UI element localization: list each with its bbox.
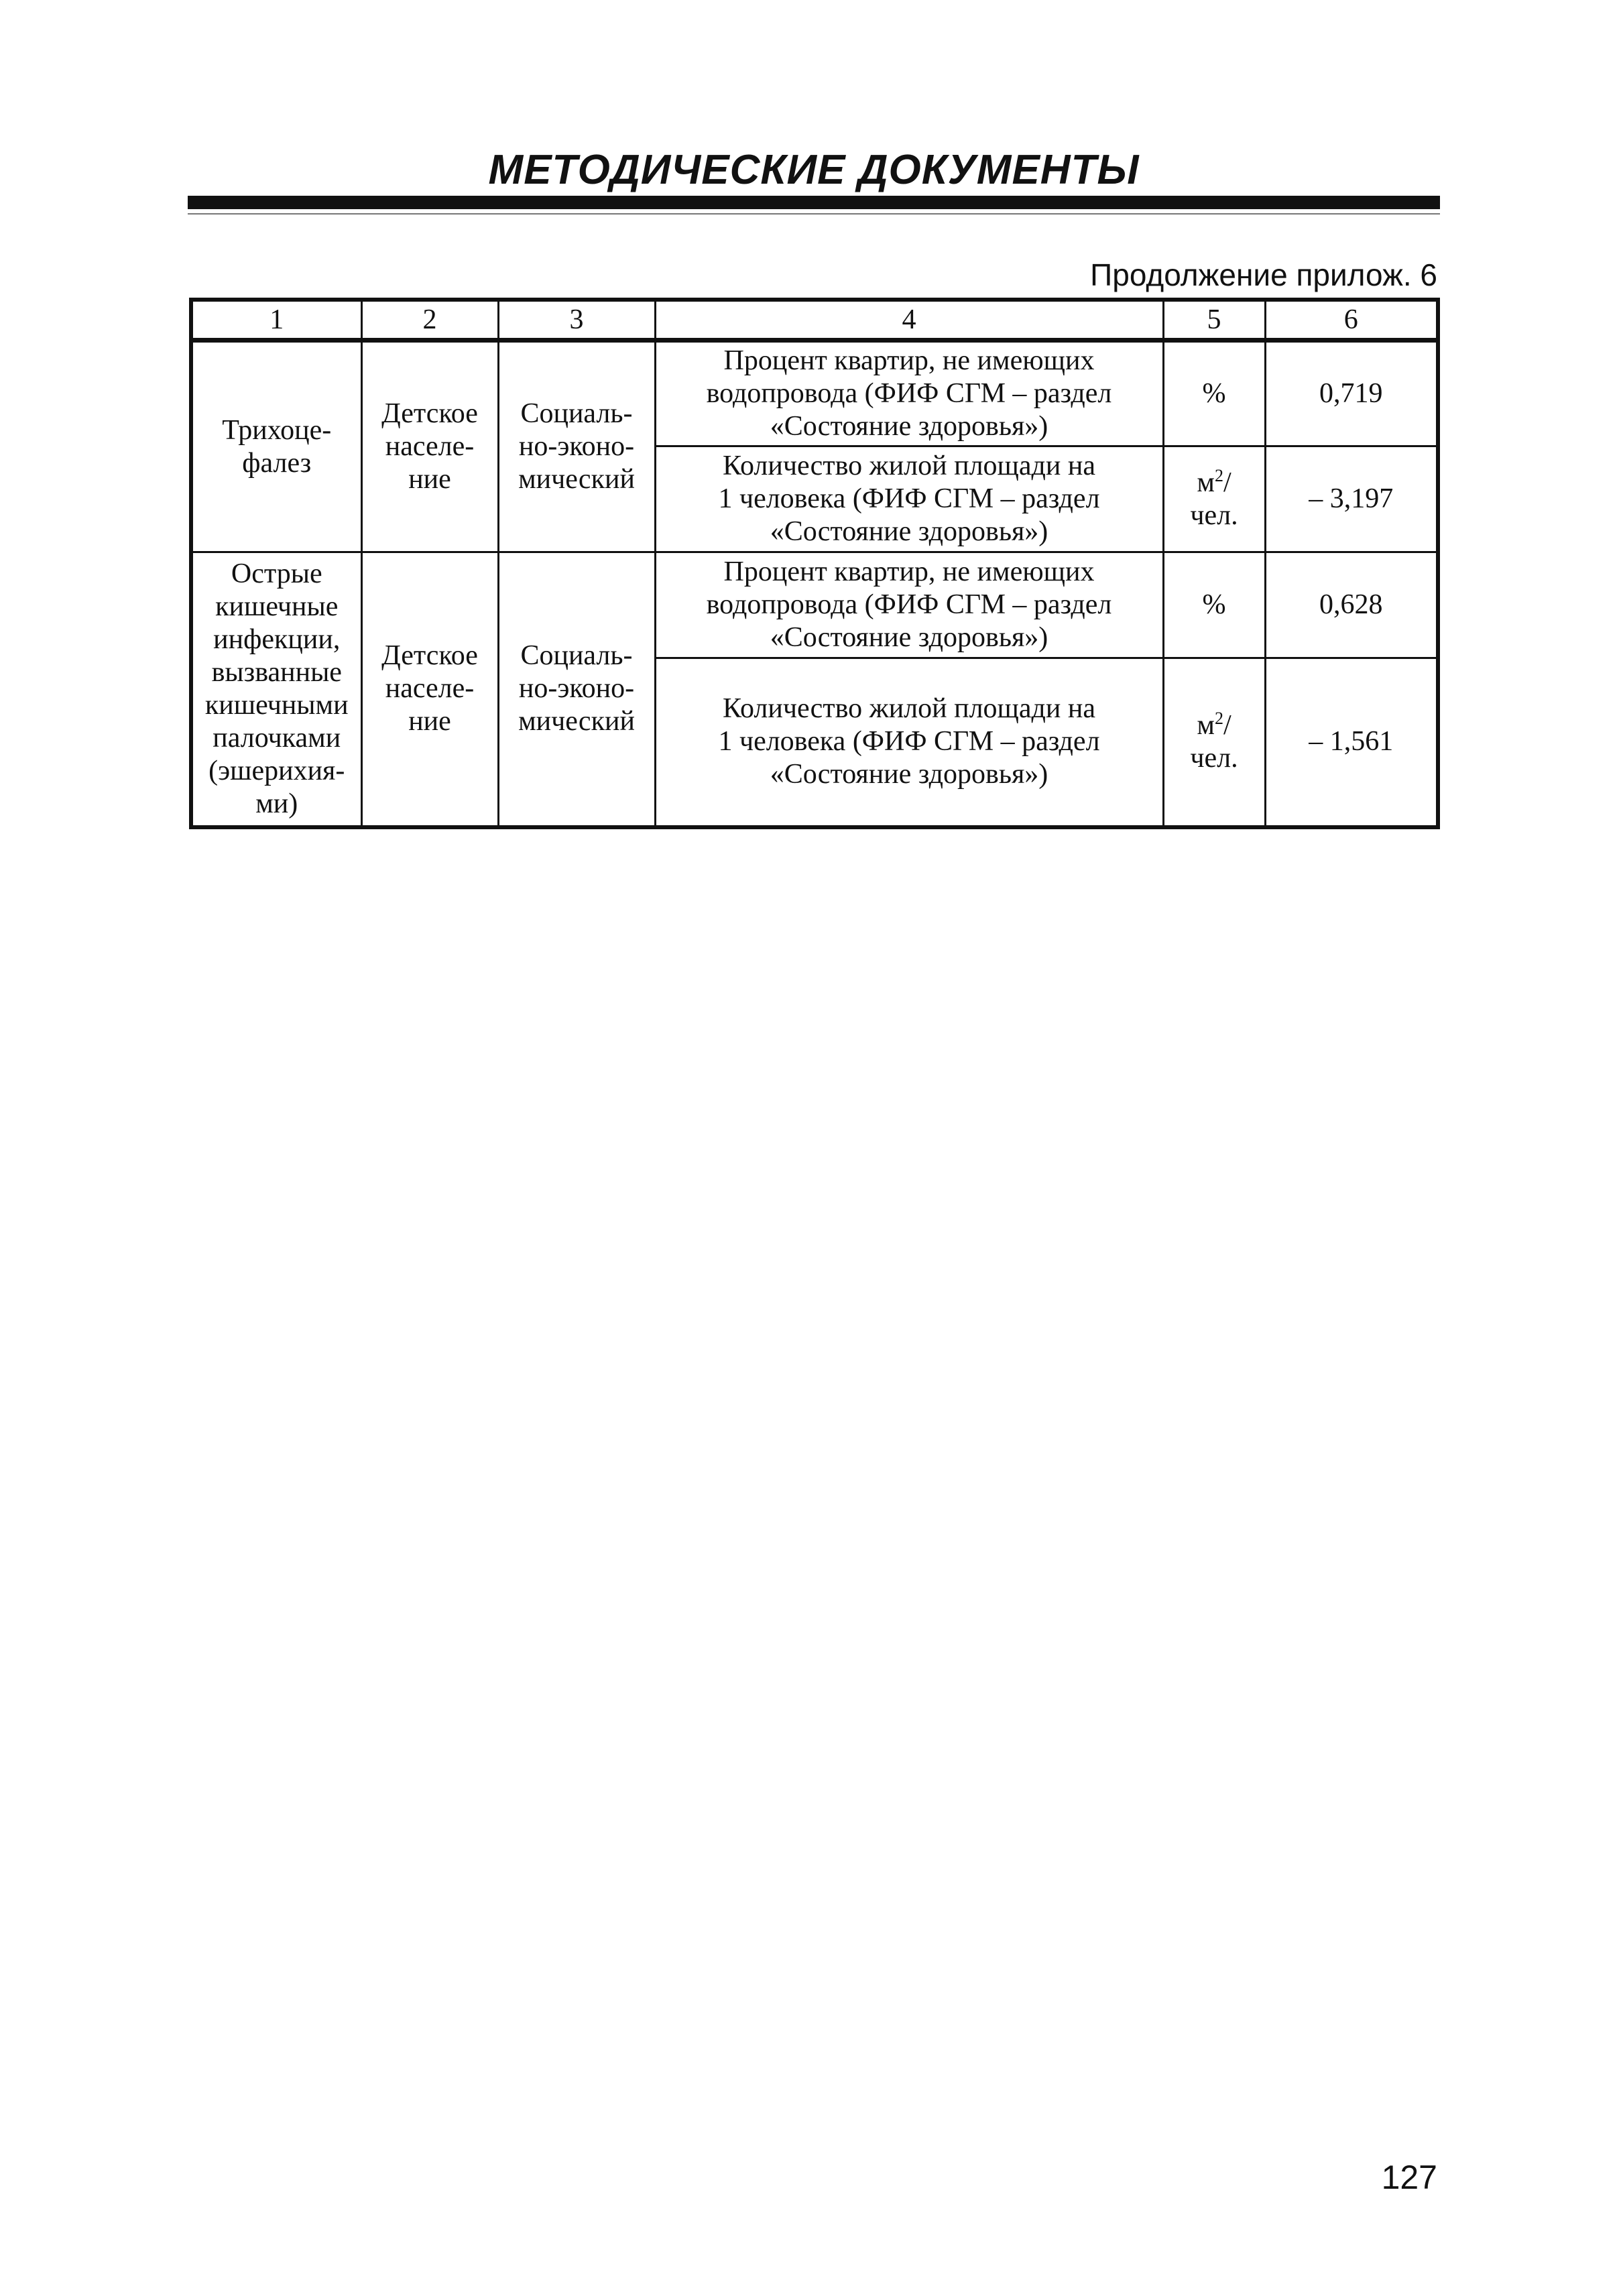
indicator-cell: Процент квартир, не имеющих водопровода (ФИФ СГМ – раздел «Состояние здоровья») (655, 341, 1163, 446)
unit-superscript: 2 (1214, 465, 1223, 485)
column-number: 4 (655, 300, 1163, 341)
value-cell: 0,628 (1265, 552, 1438, 658)
column-number: 2 (361, 300, 498, 341)
header-rule (188, 196, 1440, 209)
column-number: 3 (498, 300, 655, 341)
unit-cell (1163, 446, 1265, 552)
value-cell: – 1,561 (1265, 658, 1438, 827)
unit-cell (1163, 341, 1265, 446)
unit-superscript: 2 (1214, 708, 1223, 728)
column-number: 5 (1163, 300, 1265, 341)
unit-cell (1163, 658, 1265, 827)
table-row (191, 341, 1438, 446)
continuation-label: Продолжение прилож. 6 (1090, 257, 1437, 292)
running-head: МЕТОДИЧЕСКИЕ ДОКУМЕНТЫ (488, 147, 1140, 193)
disease-cell: Трихоце- фалез (191, 341, 361, 552)
population-cell: Детское населе- ние (361, 552, 498, 827)
column-number: 1 (191, 300, 361, 341)
unit-cell (1163, 552, 1265, 658)
disease-cell: Острые кишечные инфекции, вызванные кишечными палочками (эшерихия- ми) (191, 552, 361, 827)
unit-main: м (1197, 467, 1215, 498)
value-cell: – 3,197 (1265, 446, 1438, 552)
factor-type-cell: Социаль- но-эконо- мический (498, 341, 655, 552)
indicator-cell: Процент квартир, не имеющих водопровода (ФИФ СГМ – раздел «Состояние здоровья») (655, 552, 1163, 658)
indicator-cell: Количество жилой площади на 1 человека (ФИФ СГМ – раздел «Состояние здоровья») (655, 446, 1163, 552)
page-number: 127 (1381, 2159, 1437, 2196)
column-number-row (191, 300, 1438, 341)
population-cell: Детское населе- ние (361, 341, 498, 552)
unit-main: м (1197, 709, 1215, 741)
unit-main: % (1202, 589, 1226, 620)
unit-tail: / чел. (1190, 467, 1238, 531)
table-row (191, 552, 1438, 658)
indicator-cell: Количество жилой площади на 1 человека (ФИФ СГМ – раздел «Состояние здоровья») (655, 658, 1163, 827)
value-cell: 0,719 (1265, 341, 1438, 446)
unit-tail: / чел. (1190, 709, 1238, 774)
column-number: 6 (1265, 300, 1438, 341)
data-table (189, 298, 1440, 829)
factor-type-cell: Социаль- но-эконо- мический (498, 552, 655, 827)
unit-main: % (1202, 378, 1226, 409)
header-rule-thin (188, 213, 1440, 215)
